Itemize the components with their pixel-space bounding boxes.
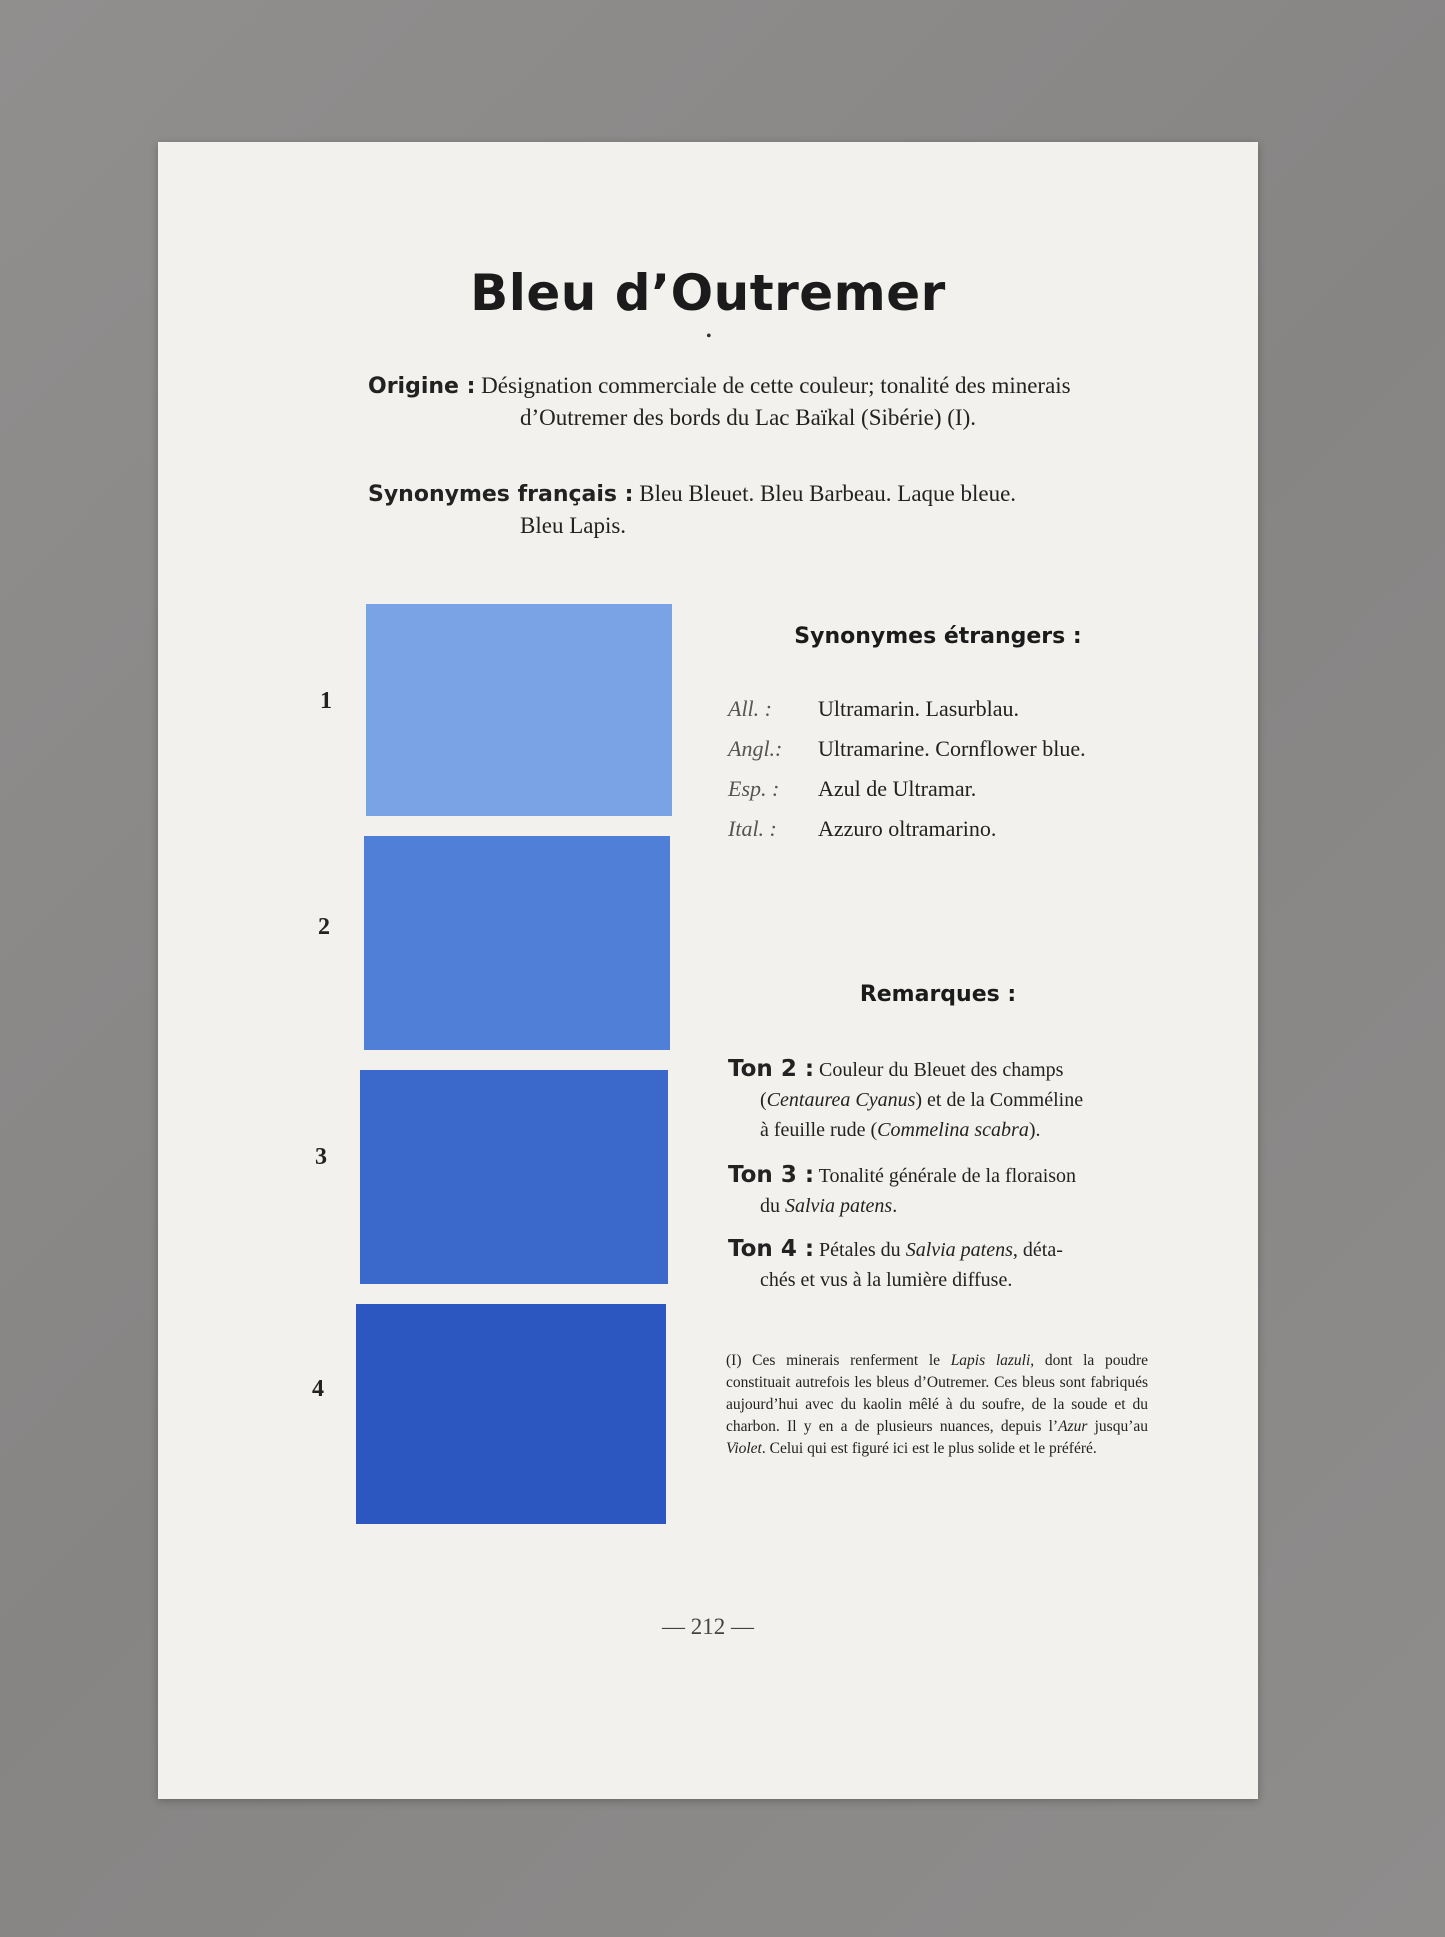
synonym-row-angl <box>728 736 1086 762</box>
remarques-heading: Remarques : <box>859 982 1017 1007</box>
ornament-dot: • <box>706 328 712 345</box>
synonym-text: Azzuro oltramarino. <box>818 816 997 841</box>
synonym-row-ital <box>728 816 996 842</box>
synonym-text: Azul de Ultramar. <box>818 776 977 801</box>
ton-3-text: . <box>892 1195 898 1217</box>
ton-2-text: ). <box>1028 1119 1041 1141</box>
synonym-abbr: Ital. : <box>728 816 777 841</box>
ton-2-italic: Commelina scabra <box>877 1119 1029 1141</box>
ton-2-text: à feuille rude ( <box>760 1119 878 1141</box>
synonym-text: Ultramarin. Lasurblau. <box>818 696 1019 721</box>
ton-2-italic: Centaurea Cyanus <box>766 1089 916 1111</box>
ton-3-label: Ton 3 : <box>728 1162 815 1188</box>
ton-2-text: ( <box>760 1089 767 1111</box>
origine-text-1: Désignation commerciale de cette couleur; tonalité des minerais <box>481 373 1071 398</box>
swatch-number-4: 4 <box>312 1376 324 1402</box>
remarque-ton-3 <box>728 1160 1148 1221</box>
synonym-text: Ultramarine. Cornflower blue. <box>818 736 1086 761</box>
footnote-text: , dont la poudre constituait autrefois les bleus d’Outremer. Ces bleus sont fabriqués aujourd’hui avec du kaolin mêlé à du soufre, de la soude et du charbon. Il y en a de plusieurs nuances, depuis l’ <box>726 1352 1148 1435</box>
color-swatch-1 <box>366 604 672 816</box>
synonymes-francais-label: Synonymes français : <box>368 482 634 507</box>
synonym-abbr: Esp. : <box>728 776 780 801</box>
ton-2-line1: Couleur du Bleuet des champs <box>819 1059 1064 1081</box>
remarque-ton-4 <box>728 1234 1148 1295</box>
synonymes-etrangers-heading: Synonymes étrangers : <box>794 624 1082 649</box>
synonym-row-esp <box>728 776 976 802</box>
page-sheet <box>158 142 1258 1799</box>
ton-4-text: Pétales du <box>819 1239 906 1261</box>
origine-line2: d’Outremer des bords du Lac Baïkal (Sibérie) (I). <box>520 405 977 430</box>
color-swatch-3 <box>360 1070 668 1284</box>
ton-4-text: , déta- <box>1012 1239 1063 1261</box>
footnote-italic: Violet <box>726 1440 762 1457</box>
ton-3-italic: Salvia patens <box>785 1195 893 1217</box>
synonym-abbr: All. : <box>728 696 772 721</box>
page-title: Bleu d’Outremer <box>470 264 946 322</box>
origine-label: Origine : <box>368 374 476 399</box>
synonymes-francais-text-1: Bleu Bleuet. Bleu Barbeau. Laque bleue. <box>639 481 1017 506</box>
swatch-number-3: 3 <box>315 1144 327 1170</box>
footnote-italic: Lapis lazuli <box>950 1352 1031 1369</box>
ton-4-label: Ton 4 : <box>728 1236 815 1262</box>
footnote-text: jusqu’au <box>1087 1418 1148 1435</box>
ton-4-italic: Salvia patens <box>905 1239 1013 1261</box>
ton-2-text: ) et de la Comméline <box>915 1089 1084 1111</box>
remarque-ton-2 <box>728 1054 1148 1145</box>
ton-2-label: Ton 2 : <box>728 1056 815 1082</box>
footnote-italic: Azur <box>1058 1418 1088 1435</box>
synonym-abbr: Angl.: <box>728 736 783 761</box>
color-swatch-2 <box>364 836 670 1050</box>
synonym-row-all <box>728 696 1019 722</box>
footnote <box>726 1350 1148 1460</box>
swatch-number-2: 2 <box>318 914 330 940</box>
ton-3-text: du <box>760 1195 785 1217</box>
ton-4-line2: chés et vus à la lumière diffuse. <box>760 1269 1013 1291</box>
footnote-text: . Celui qui est figuré ici est le plus solide et le préféré. <box>761 1440 1097 1457</box>
footnote-text: (I) Ces minerais renferment le <box>726 1352 951 1369</box>
synonymes-francais-line1 <box>368 478 1168 511</box>
color-swatch-4 <box>356 1304 666 1524</box>
synonymes-francais-line2: Bleu Lapis. <box>520 513 627 538</box>
origine-line1 <box>368 370 1168 403</box>
page-number: — 212 — <box>662 1614 754 1639</box>
swatch-number-1: 1 <box>320 688 332 714</box>
ton-3-line1: Tonalité générale de la floraison <box>818 1165 1077 1187</box>
